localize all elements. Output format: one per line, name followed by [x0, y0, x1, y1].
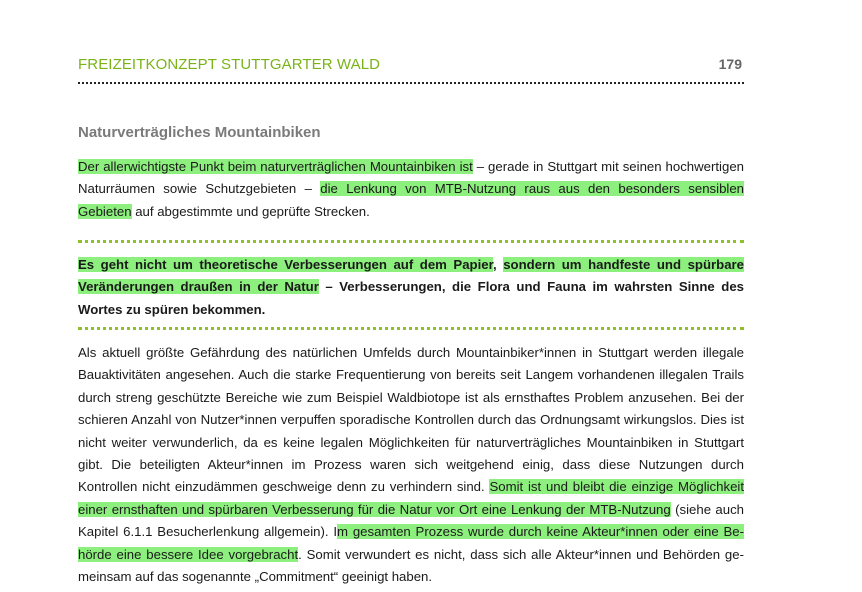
pull-quote [78, 254, 744, 321]
quote-text: , [493, 257, 504, 272]
highlighted-text: die Lenkung von MTB-Nutzung raus aus den besonders sensiblen Gebieten [78, 181, 744, 219]
highlighted-text: Der allerwichtigste Punkt beim naturverträglichen Mountainbiken ist [78, 159, 473, 174]
quote-text: – Verbesserungen, die Flora und Fauna im wahrsten Sinne des Wortes zu spüren bekommen. [78, 279, 744, 317]
body-paragraph [78, 342, 744, 588]
quote-divider-bottom [78, 327, 744, 330]
page-number: 179 [718, 56, 742, 72]
highlighted-text: Somit ist und bleibt die einzige Möglichkeit einer ernsthaften und spürbaren Verbesserung für die Natur vor Ort eine Lenkung der MTB-Nutzung [78, 479, 745, 517]
highlighted-text: Es geht nicht um theoretische Verbesserungen auf dem Papier [78, 257, 493, 272]
page-header [78, 56, 744, 84]
header-title: FREIZEITKONZEPT STUTTGARTER WALD [78, 56, 381, 73]
paragraph-text: (siehe auch Kapitel 6.1.1 Besucherlenkung allgemein). I [78, 501, 744, 540]
highlighted-text: sondern um handfeste und spürbare Veränderungen draußen in der Natur [78, 257, 745, 295]
section-title: Naturverträgliches Mountainbiken [78, 124, 321, 141]
intro-paragraph [78, 156, 744, 223]
paragraph-text: . Somit verwundert es nicht, dass sich alle Akteur*innen und Behörden gemeinsam auf das sogenannte „Commitment“ geeinigt haben. [78, 546, 744, 585]
paragraph-text: – gerade in Stuttgart mit seinen hochwertigen Naturräumen sowie Schutzgebieten – [78, 159, 744, 197]
quote-divider-top [78, 240, 744, 243]
paragraph-text: Als aktuell größte Gefährdung des natürlichen Umfelds durch Mountainbiker*innen in Stuttgart werden illegale Bauaktivitäten angesehen. Auch die starke Frequentierung von bereits seit Langem vorhandenen illegalen Trails durch streng geschützte Bereiche wie zum Beispiel Waldbiotope ist als ernsthaftes Problem anzusehen. Bei der schieren Anzahl von Nutzer*innen verpuffen sporadische Kontrollen durch das Ordnungsamt wirkungslos. Dies ist nicht weiter verwunderlich, da es keine legalen Möglichkeiten für naturverträgliches Mountainbiken in Stuttgart gibt. Die beteiligten Akteur*innen im Prozess waren sich weitgehend einig, dass diese Nutzungen durch Kontrollen nicht einzudämmen geschweige denn zu verhindern sind. [78, 345, 744, 495]
highlighted-text: m gesamten Prozess wurde durch keine Akteur*innen oder eine Behörde eine bessere Idee vorgebracht [78, 524, 745, 562]
paragraph-text: auf abgestimmte und geprüfte Strecken. [131, 203, 370, 219]
